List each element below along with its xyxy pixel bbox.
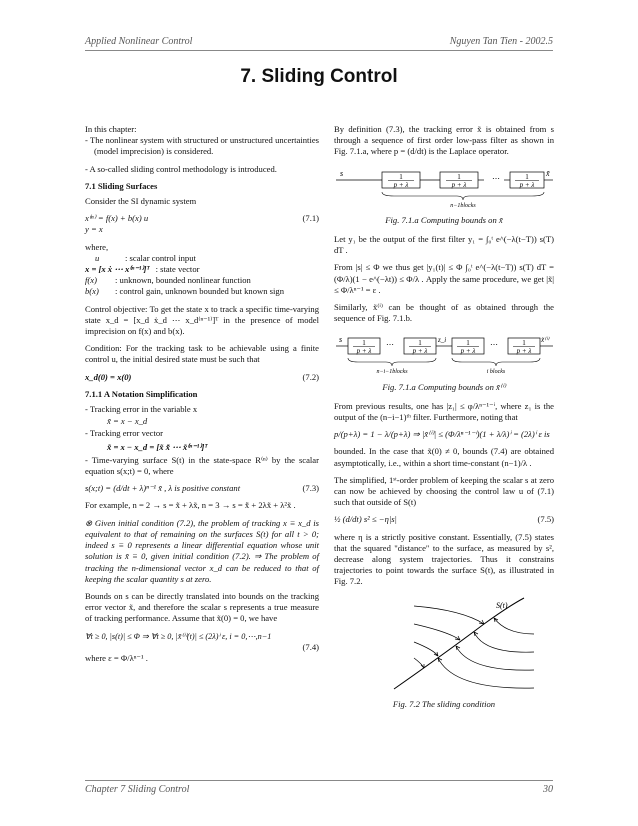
bullet-1: - The nonlinear system with structured or unstructured uncertainties (model imprecision) is considered.: [85, 135, 319, 157]
tracking-error-eq: x̃ = x − x_d: [107, 416, 148, 427]
tracking-vector-eq: x̃ = x − x_d = [x̃ x̃̇ ⋯ x̃⁽ⁿ⁻¹⁾]ᵀ: [107, 441, 208, 452]
page-footer: [85, 780, 553, 795]
figure-7-1-b: [334, 334, 554, 374]
eq71-line1: x⁽ⁿ⁾ = f(x) + b(x) u: [85, 213, 149, 224]
fig1b-block-4-den: p + λ: [516, 347, 532, 356]
fig1a-caption: Fig. 7.1.a Computing bounds on x̃: [385, 214, 503, 225]
fig1a-dots: ⋯: [492, 173, 500, 183]
fig1b-block-2-den: p + λ: [412, 347, 428, 356]
header-left: Applied Nonlinear Control: [85, 36, 193, 47]
fig1a-block-1-num: 1: [399, 172, 403, 181]
intro: In this chapter:: [85, 124, 137, 134]
fig1b-block-3-den: p + λ: [460, 347, 476, 356]
simplified-problem-text: The simplified, 1ˢᵗ-order problem of keeping the scalar s at zero can now be achieved by choosing the control law u of (7.1) such that outside of S(t): [334, 474, 554, 508]
fig1a-input-label: s: [340, 168, 344, 178]
fig1a-block-3-den: p + λ: [519, 180, 535, 189]
fig1b-block-1-num: 1: [362, 339, 366, 348]
fig1b-input-label: s: [339, 335, 343, 345]
eq74-number: (7.4): [302, 641, 319, 652]
def-u: u : scalar control input: [95, 252, 196, 263]
fig1b-left-brace-label: n−i−1blocks: [376, 369, 408, 375]
page-header: [85, 34, 553, 51]
trajectory-arrows: [414, 606, 534, 688]
time-varying-surface: - Time-varying surface S(t) in the state-space R⁽ⁿ⁾ by the scalar equation s(x;t) = 0, where: [85, 454, 319, 477]
eq71-line2-row: [85, 224, 319, 235]
tracking-error-label: - Tracking error in the variable x: [85, 404, 198, 415]
figure-7-1-a: [334, 168, 554, 208]
fig1b-block-4-num: 1: [522, 339, 526, 348]
equation-7-2: x_d(0) = x(0) (7.2): [85, 371, 319, 382]
equation-7-5: ½ (d/dt) s² ≤ −η|s| (7.5): [334, 514, 554, 525]
sliding-condition-text: where η is a strictly positive constant. Essentially, (7.5) states that the squared "distance" to the surface, as measured by s², decrease along system trajectories. Thus it constrains trajectories to point towards the surface S(t), as illustrated in Fig. 7.2.: [334, 531, 554, 587]
fig1a-block-2-num: 1: [457, 172, 461, 181]
fig1b-right-brace-label: i blocks: [486, 369, 506, 375]
page-number: 30: [543, 784, 553, 795]
fig1b-mid-label: z_i: [438, 336, 447, 345]
example-text: For example, n = 2 → s = x̃̇ + λx̃, n = 3 → s = x̃̈ + 2λx̃̇ + λ²x̃ .: [85, 500, 296, 511]
fig1a-block-1-den: p + λ: [393, 180, 409, 189]
equation-7-3: s(x;t) = (d/dt + λ)ⁿ⁻¹ x̃ , λ is positive constant (7.3): [85, 483, 319, 494]
eq71-number: (7.1): [302, 213, 319, 224]
italic-paragraph: ⊗ Given initial condition (7.2), the problem of tracking x ≡ x_d is equivalent to that of remaining on the surfaces S(t) for all t > 0; indeed s ≡ 0 represents a linear differential equation whose unit solution is x̃ ≡ 0, given initial condition (7.2). ⇒ The problem of tracking the n-dimensional vector x_d can be reduced to that of keeping the scalar quantity s at zero.: [85, 517, 319, 584]
tracking-vector-label: - Tracking error vector: [85, 428, 164, 439]
from-bound-text: From |s| ≤ Φ we thus get |y₁(t)| ≤ Φ ∫₀ᵗ e^(−λ(t−T)) s(T) dT = (Φ/λ)(1 − e^(−λt)) ≤ Φ/λ . Apply the same procedure, we get |x̃| ≤ Φ/λⁿ⁻¹ = ε .: [334, 262, 554, 295]
section-7-1-1: 7.1.1 A Notation Simplification: [85, 388, 198, 399]
noting-equation: p/(p+λ) = 1 − λ/(p+λ) ⇒ |x̃⁽ⁱ⁾| ≤ (Φ/λⁿ⁻¹⁻ⁱ)(1 + λ/λ)ⁱ = (2λ)ⁱ ε is: [334, 429, 550, 440]
bounds-text: Bounds on s can be directly translated into bounds on the tracking error vector x̃, and therefore the scalar s represents a true measure of tracking performance. Assume that x̃(0) = 0, we have: [85, 590, 319, 624]
fig1a-output-label: x̃: [546, 168, 550, 178]
fig1b-block-3-num: 1: [466, 339, 470, 348]
sliding-surface-curve: [394, 598, 524, 689]
def-f: f(x) : unknown, bounded nonlinear function: [85, 275, 251, 286]
eq71-line2: y = x: [85, 224, 103, 235]
where-epsilon: where ε = Φ/λⁿ⁻¹ .: [85, 652, 148, 663]
fig1a-block-3-num: 1: [525, 172, 529, 181]
fig1b-caption: Fig. 7.1.a Computing bounds on x̃⁽ⁱ⁾: [382, 381, 506, 392]
arrow-heads: [421, 618, 498, 668]
section-7-1: 7.1 Sliding Surfaces: [85, 180, 158, 191]
fig1b-right-brace: [452, 358, 540, 366]
fig1b-dots-1: ⋯: [386, 340, 394, 350]
bounded-text: bounded. In the case that x̃(0) ≠ 0, bounds (7.4) are obtained asymptotically, i.e., within a short time-constant (n−1)/λ .: [334, 446, 554, 468]
similarly-text: Similarly, x̃⁽ⁱ⁾ can be thought of as obtained through the sequence of Fig. 7.1.b.: [334, 302, 554, 324]
fig1a-brace: [382, 192, 544, 200]
left-column: [85, 124, 319, 670]
fig1a-block-2-den: p + λ: [451, 180, 467, 189]
bullet-2: - A so-called sliding control methodology is introduced.: [85, 163, 277, 174]
fig1a-brace-label: n−1blocks: [450, 202, 476, 208]
consider-text: Consider the SI dynamic system: [85, 196, 197, 207]
fig1b-left-brace: [348, 358, 436, 366]
definition-paragraph: By definition (7.3), the tracking error x̃ is obtained from s through a sequence of first order low-pass filter as shown in Fig. 7.1.a, where p = (d/dt) is the Laplace operator.: [334, 124, 554, 157]
fig1b-dots-2: ⋯: [490, 340, 498, 350]
equation-7-4: ∀t ≥ 0, |s(t)| ≤ Φ ⇒ ∀t ≥ 0, |x̃⁽ⁱ⁾(t)| ≤ (2λ)ⁱ ε, i = 0,⋯,n−1: [85, 631, 272, 641]
condition-text: Condition: For the tracking task to be achievable using a finite control u, the initial desired state must be such that: [85, 343, 319, 365]
right-column: [334, 124, 554, 718]
surface-label: S(t): [496, 600, 508, 610]
def-b: b(x) : control gain, unknown bounded but known sign: [85, 286, 284, 297]
control-objective: Control objective: To get the state x to track a specific time-varying state x_d = [x_d ẋ_d ⋯ x_d⁽ⁿ⁻¹⁾]ᵀ in the presence of model imprecision on f(x) and b(x).: [85, 303, 319, 337]
figure-7-2: [334, 594, 554, 694]
def-x: x = [x ẋ ⋯ x⁽ⁿ⁻¹⁾]ᵀ : state vector: [85, 264, 200, 275]
chapter-title: 7. Sliding Control: [240, 66, 398, 87]
equation-7-1: [85, 213, 319, 224]
fig72-caption: Fig. 7.2 The sliding condition: [392, 698, 496, 709]
filter-output-text: Let y₁ be the output of the first filter y₁ = ∫₀ᵗ e^(−λ(t−T)) s(T) dT .: [334, 234, 554, 256]
footer-left: Chapter 7 Sliding Control: [85, 784, 190, 795]
previous-results-text: From previous results, one has |z₁| ≤ φ/λⁿ⁻¹⁻ⁱ, where z₁ is the output of the (n−i−1)ᵗʰ filter. Furthermore, noting that: [334, 400, 554, 423]
fig1b-block-1-den: p + λ: [356, 347, 372, 356]
where-text: where,: [85, 241, 109, 252]
header-right: Nguyen Tan Tien - 2002.5: [449, 36, 553, 47]
fig1b-block-2-num: 1: [418, 339, 422, 348]
fig1b-output-label: x̃⁽ⁱ⁾: [541, 336, 549, 345]
